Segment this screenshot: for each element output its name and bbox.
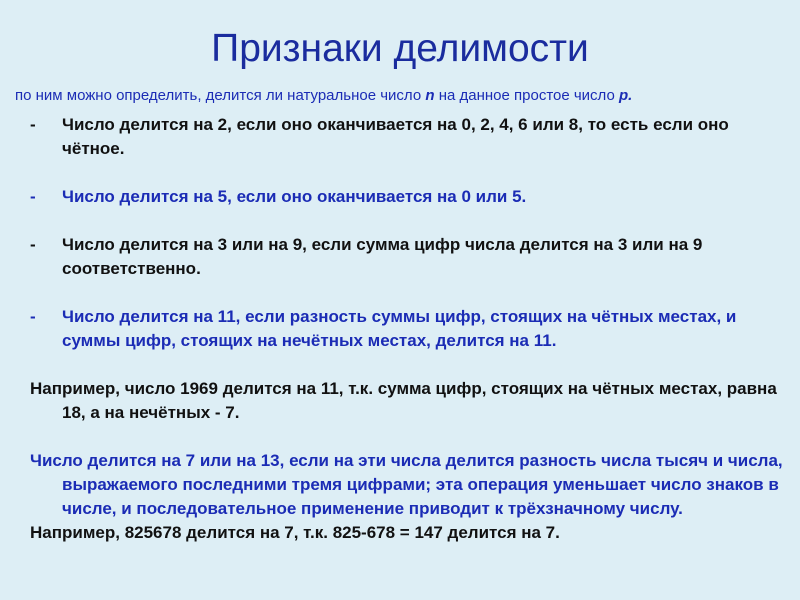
subtitle-text-middle: на данное простое число: [434, 87, 619, 104]
example-divisible-by-7: Например, 825678 делится на 7, т.к. 825-678 = 147 делится на 7.: [30, 523, 560, 542]
rule-text: Число делится на 3 или на 9, если сумма цифр числа делится на 3 или на 9 соответственно.: [62, 235, 703, 278]
subtitle-text-start: по ним можно определить, делится ли натуральное число: [15, 87, 426, 104]
slide-subtitle: [15, 86, 795, 106]
rule-divisible-by-5: [30, 185, 790, 209]
rule-divisible-by-2: [30, 113, 790, 161]
slide-title: Признаки делимости: [211, 27, 589, 70]
bullet-dash: -: [30, 187, 36, 206]
bullet-dash: -: [30, 307, 36, 326]
subtitle-variable-n: n: [425, 87, 435, 104]
rule-divisible-by-3-or-9: [30, 233, 790, 281]
bullet-dash: -: [30, 115, 36, 134]
bullet-dash: -: [30, 235, 36, 254]
rule-divisible-by-7-or-13: Число делится на 7 или на 13, если на эти числа делится разность числа тысяч и числа, выражаемого последними тремя цифрами; эта операция уменьшает число знаков в числе, и последовательное применение приводит к трёхзначному числу.: [30, 451, 783, 518]
rules-content: [30, 113, 790, 545]
subtitle-variable-p: p.: [619, 87, 633, 104]
example-divisible-by-11: Например, число 1969 делится на 11, т.к. сумма цифр, стоящих на чётных местах, равна 18, а на нечётных - 7.: [30, 379, 777, 422]
rule-text: Число делится на 2, если оно оканчивается на 0, 2, 4, 6 или 8, то есть если оно чётное.: [62, 115, 729, 158]
rule-text: Число делится на 11, если разность суммы цифр, стоящих на чётных местах, и суммы цифр, стоящих на нечётных местах, делится на 11.: [62, 307, 737, 350]
rule-divisible-by-11: [30, 305, 790, 353]
rule-text: Число делится на 5, если оно оканчивается на 0 или 5.: [62, 187, 527, 206]
